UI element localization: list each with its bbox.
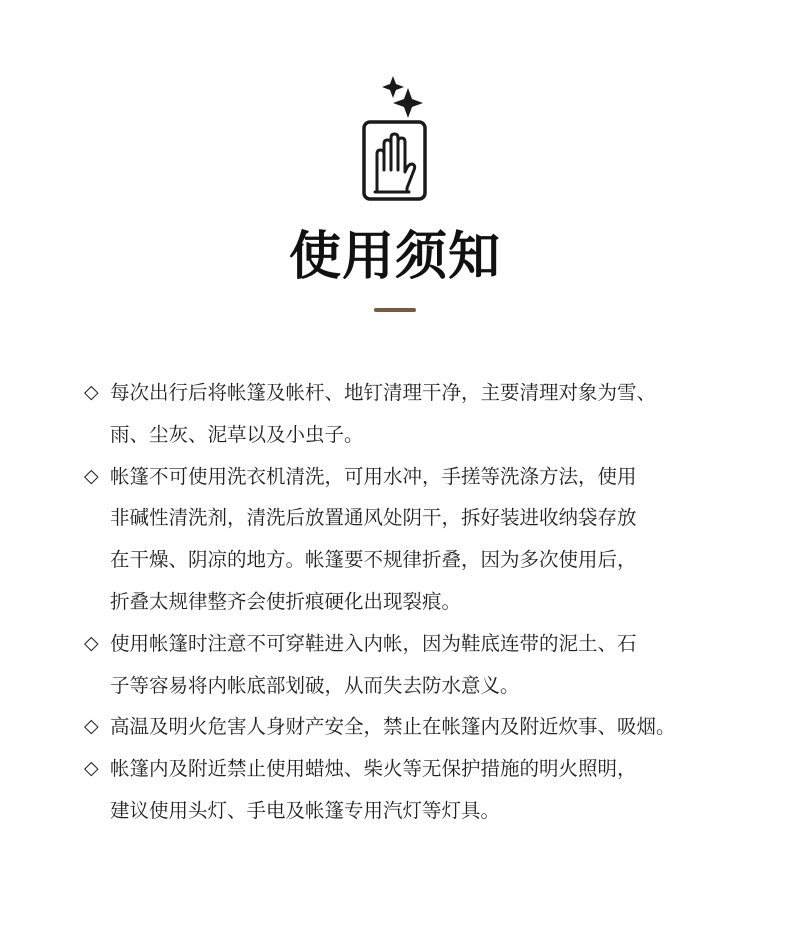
- diamond-bullet-icon: ◇: [84, 631, 99, 654]
- note-text: [110, 748, 637, 832]
- note-line: 子等容易将内帐底部划破，从而失去防水意义。: [110, 673, 520, 697]
- note-line: 非碱性清洗剂，清洗后放置通风处阴干，拆好装进收纳袋存放: [110, 506, 637, 530]
- list-item: [84, 456, 764, 623]
- note-text: [110, 372, 656, 456]
- diamond-bullet-icon: ◇: [84, 715, 99, 738]
- note-line: 折叠太规律整齐会使折痕硬化出现裂痕。: [110, 589, 462, 613]
- list-item: [84, 748, 764, 832]
- note-text: [110, 623, 637, 707]
- note-line: 帐篷内及附近禁止使用蜡烛、柴火等无保护措施的明火照明，: [110, 757, 637, 781]
- list-item: [84, 623, 764, 707]
- note-text: [110, 706, 676, 748]
- note-line: 帐篷不可使用洗衣机清洗，可用水冲，手搓等洗涤方法，使用: [110, 464, 637, 488]
- note-line: 使用帐篷时注意不可穿鞋进入内帐，因为鞋底连带的泥土、石: [110, 631, 637, 655]
- diamond-bullet-icon: ◇: [84, 464, 99, 487]
- title-divider: [374, 308, 416, 312]
- note-text: [110, 456, 637, 623]
- list-item: [84, 706, 764, 748]
- note-line: 雨、尘灰、泥草以及小虫子。: [110, 422, 364, 446]
- diamond-bullet-icon: ◇: [84, 381, 99, 403]
- page-title: 使用须知: [288, 227, 501, 287]
- note-line: 在干燥、阴凉的地方。帐篷要不规律折叠，因为多次使用后，: [110, 548, 637, 572]
- glove-sparkle-icon: [355, 70, 435, 205]
- diamond-bullet-icon: ◇: [84, 757, 99, 780]
- notes-list: [84, 372, 764, 832]
- note-line: 高温及明火危害人身财产安全，禁止在帐篷内及附近炊事、吸烟。: [110, 715, 676, 739]
- note-line: 每次出行后将帐篷及帐杆、地钉清理干净，主要清理对象为雪、: [110, 381, 657, 404]
- list-item: [84, 372, 764, 456]
- note-line: 建议使用头灯、手电及帐篷专用汽灯等灯具。: [110, 798, 501, 822]
